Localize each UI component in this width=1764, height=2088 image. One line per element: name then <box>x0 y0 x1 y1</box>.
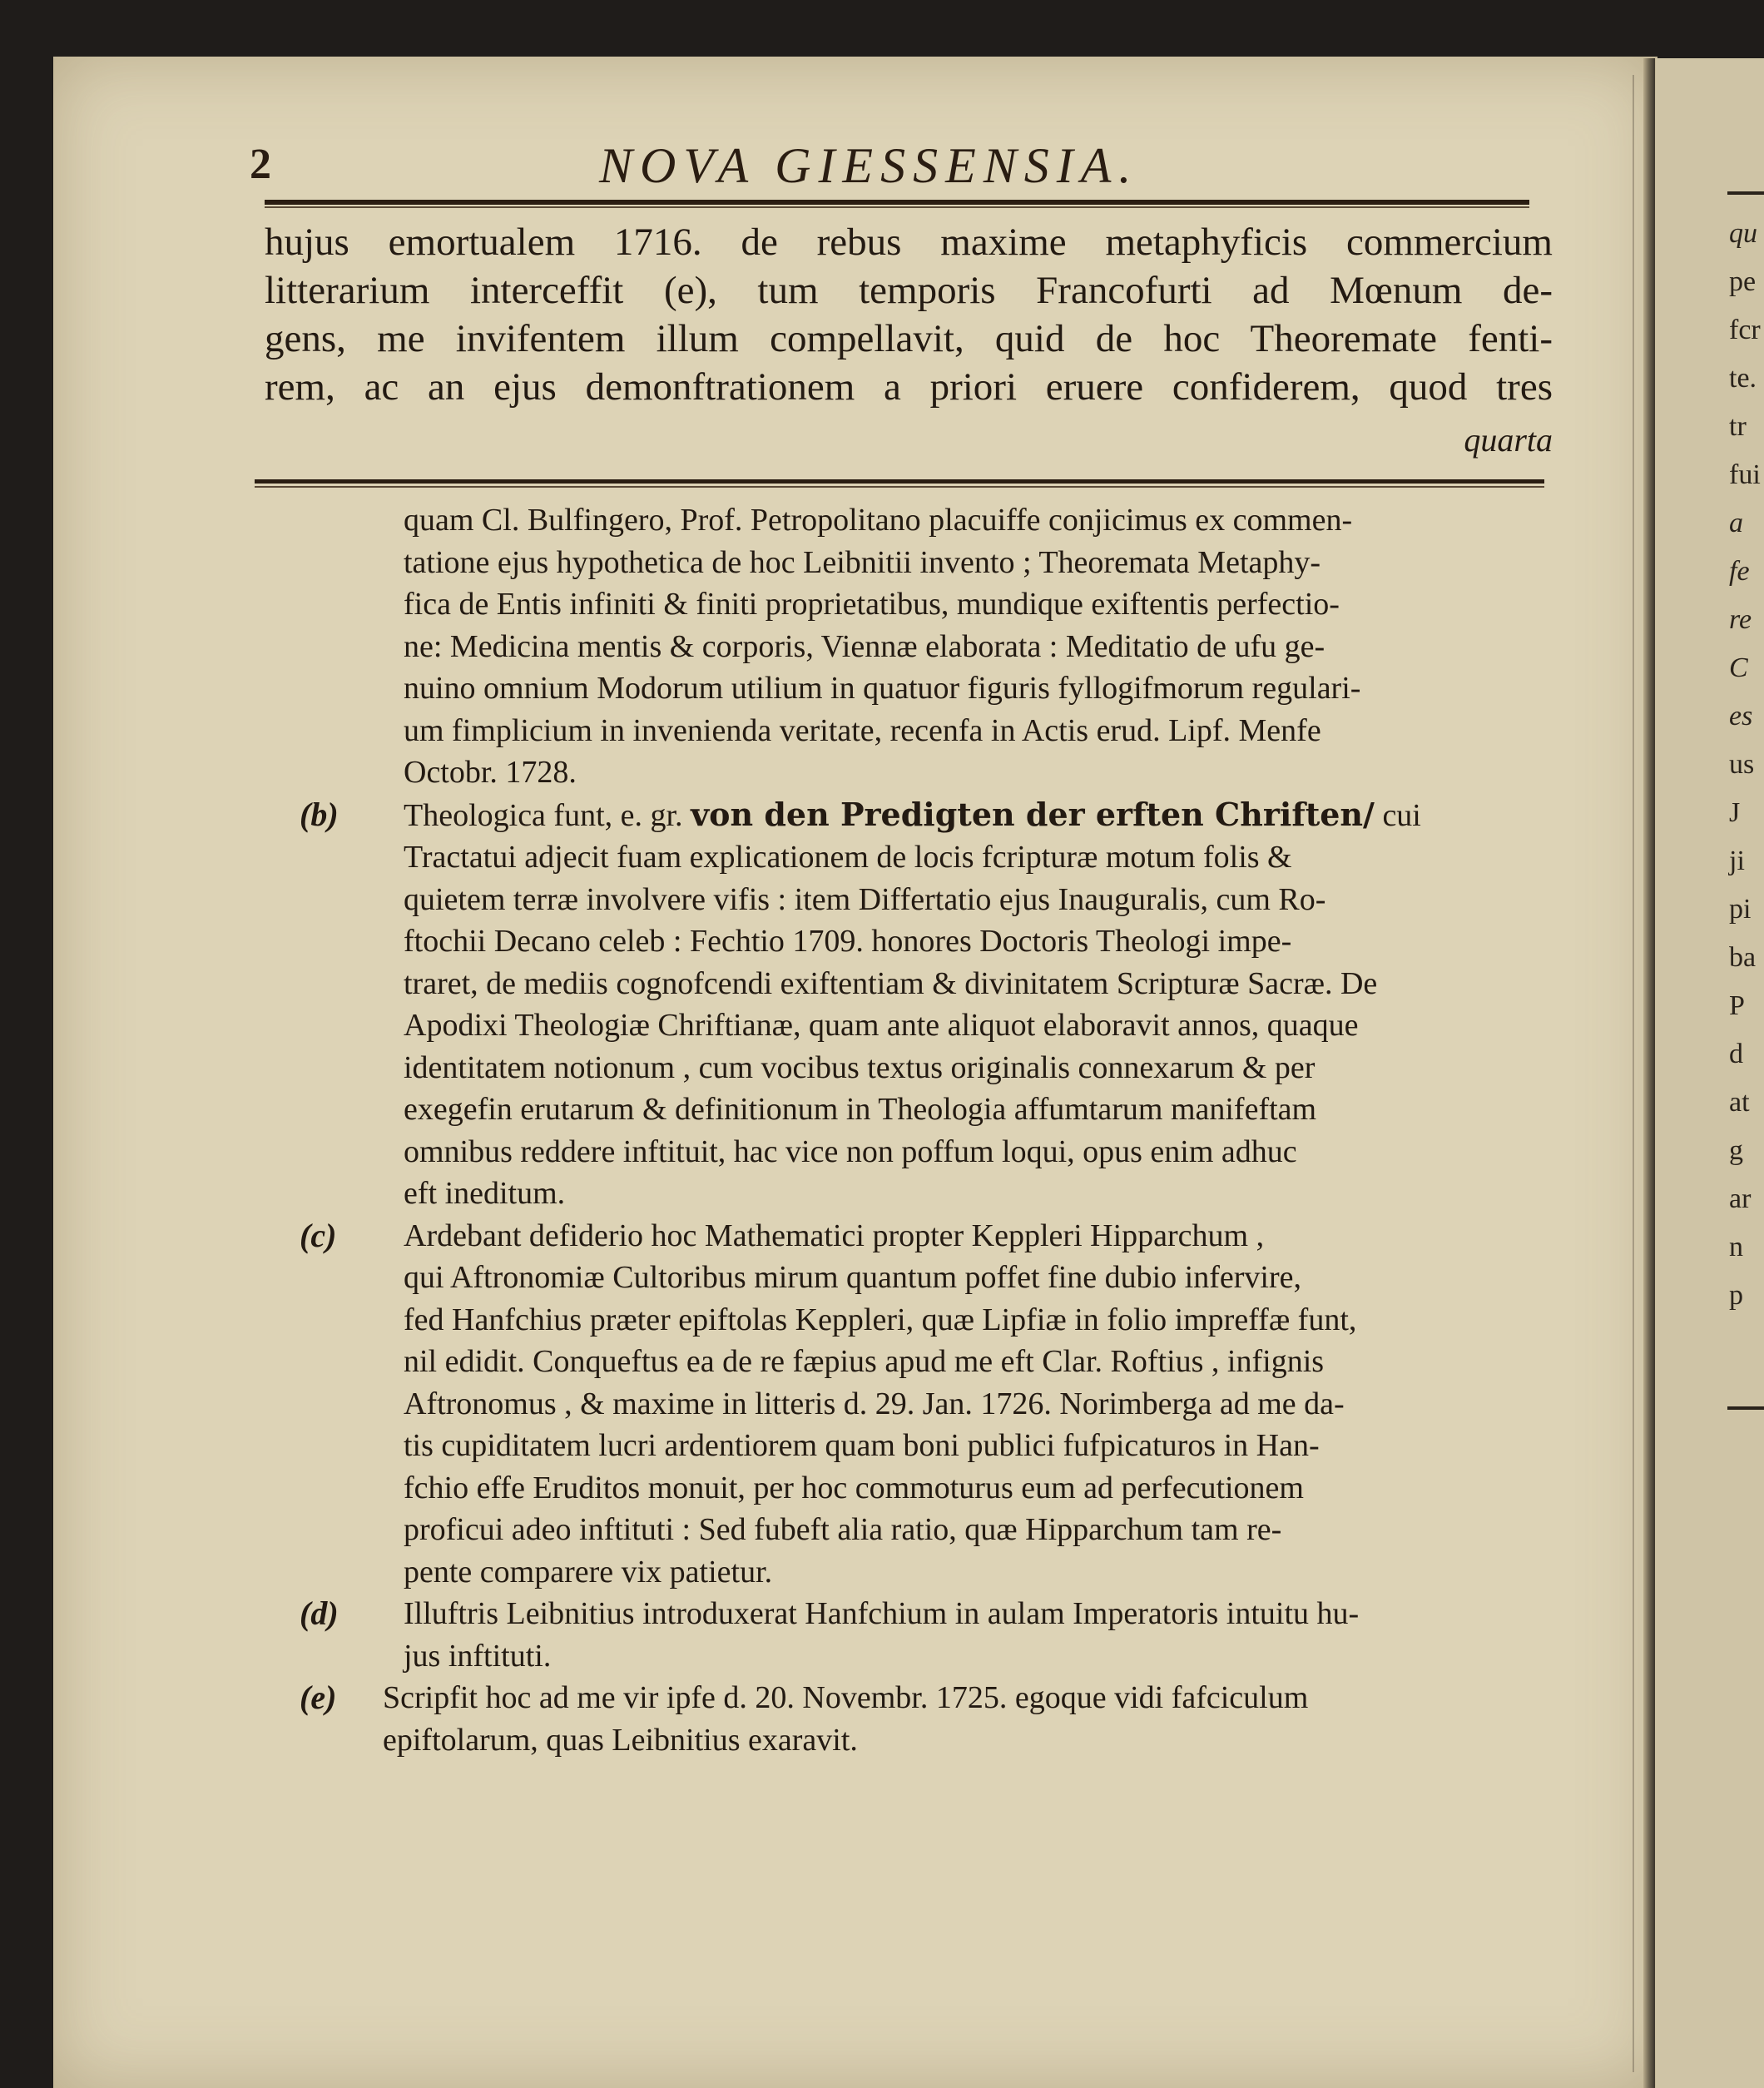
adjacent-rule <box>1727 1406 1764 1410</box>
running-head: NOVA GIESSENSIA. <box>599 138 1139 193</box>
footnote-b-lead: Theologica funt, e. gr. <box>404 797 683 833</box>
adjacent-fragment: fcr <box>1729 315 1761 345</box>
adjacent-rule <box>1727 191 1764 195</box>
adjacent-fragment: us <box>1729 749 1755 780</box>
book-gutter <box>1643 58 1655 2088</box>
adjacent-fragment: ar <box>1729 1183 1752 1214</box>
footnote-line: tis cupiditatem lucri ardentiorem quam boni publici fufpicaturos in Han- <box>404 1428 1320 1463</box>
footnote-line: fed Hanfchius præter epiftolas Keppleri, quæ Lipfiæ in folio impreffæ funt, <box>404 1302 1357 1337</box>
footnote-line: quam Cl. Bulfingero, Prof. Petropolitano placuiffe conjicimus ex commen- <box>404 503 1353 538</box>
adjacent-fragment: qu <box>1729 218 1757 249</box>
catchword: quarta <box>1464 421 1553 459</box>
footnote-line <box>404 794 1548 837</box>
footnote-line: nuino omnium Modorum utilium in quatuor figuris fyllogifmorum regulari- <box>404 671 1361 706</box>
text-line: litterarium interceffit (e), tum temporis Francofurti ad Mœnum de- <box>265 269 1553 312</box>
footnote-marker: (d) <box>300 1595 339 1632</box>
adjacent-fragment: J <box>1729 797 1741 828</box>
adjacent-fragment: fe <box>1729 556 1750 587</box>
adjacent-fragment: re <box>1729 604 1752 635</box>
footnote-e <box>300 1677 1548 1761</box>
footnote-line: jus inftituti. <box>404 1638 552 1674</box>
adjacent-fragment: g <box>1729 1135 1743 1166</box>
footnote-line: Apodixi Theologiæ Chriftianæ, quam ante aliquot elaboravit annos, quaque <box>404 1008 1359 1043</box>
footnote-line: Scripfit hoc ad me vir ipfe d. 20. Novembr. 1725. egoque vidi fafciculum <box>383 1680 1309 1715</box>
footnote-line: proficui adeo inftituti : Sed fubeft alia ratio, quæ Hipparchum tam re- <box>404 1512 1282 1547</box>
footnote-a-continuation <box>300 499 1548 794</box>
adjacent-fragment: ji <box>1729 846 1745 876</box>
footnote-line: identitatem notionum , cum vocibus textus originalis connexarum & per <box>404 1049 1316 1085</box>
adjacent-fragment: tr <box>1729 411 1747 442</box>
footnote-line: um fimplicium in invenienda veritate, recenfa in Actis erud. Lipf. Menfe <box>404 712 1321 748</box>
footnote-rule-thin <box>255 486 1544 488</box>
adjacent-fragment: pe <box>1729 266 1757 297</box>
page-number: 2 <box>250 141 271 188</box>
text-line: gens, me invifentem illum compellavit, quid de hoc Theoremate fenti- <box>265 317 1553 360</box>
footnote-line: omnibus reddere inftituit, hac vice non poffum loqui, opus enim adhuc <box>404 1133 1297 1169</box>
footnotes <box>300 499 1548 1761</box>
footnote-line: traret, de mediis cognofcendi exiftentiam & divinitatem Scripturæ Sacræ. De <box>404 965 1378 1001</box>
footnote-line: tatione ejus hypothetica de hoc Leibnitii invento ; Theoremata Metaphy- <box>404 544 1321 580</box>
main-text <box>265 218 1553 464</box>
footnote-b <box>300 794 1548 1215</box>
header-rule <box>265 200 1529 205</box>
adjacent-fragment: fui <box>1729 459 1761 490</box>
footnote-line: fchio effe Eruditos monuit, per hoc commoturus eum ad perfecutionem <box>404 1470 1304 1505</box>
adjacent-fragment: C <box>1729 652 1748 683</box>
adjacent-fragment: n <box>1729 1232 1743 1262</box>
footnote-line: eft ineditum. <box>404 1176 566 1211</box>
fraktur-title: von den Predigten der erften Chriften/ <box>691 795 1375 833</box>
footnote-marker: (c) <box>300 1216 337 1254</box>
adjacent-fragment: a <box>1729 508 1743 538</box>
footnote-line: ne: Medicina mentis & corporis, Viennæ elaborata : Meditatio de ufu ge- <box>404 628 1325 664</box>
footnote-b-cont: cui <box>1382 797 1421 833</box>
adjacent-fragment: P <box>1729 990 1745 1021</box>
footnote-line: epiftolarum, quas Leibnitius exaravit. <box>383 1722 858 1758</box>
footnote-line: pente comparere vix patietur. <box>404 1554 773 1590</box>
footnote-line: exegefin erutarum & definitionum in Theologia affumtarum manifeftam <box>404 1092 1317 1127</box>
footnote-line: qui Aftronomiæ Cultoribus mirum quantum poffet fine dubio infervire, <box>404 1260 1301 1295</box>
text-line: rem, ac an ejus demonftrationem a priori eruere confiderem, quod tres <box>265 365 1553 409</box>
adjacent-fragment: at <box>1729 1087 1750 1118</box>
footnote-marker: (b) <box>300 795 339 833</box>
footnote-marker: (e) <box>300 1679 337 1716</box>
adjacent-fragment: d <box>1729 1039 1743 1069</box>
footnote-line: ftochii Decano celeb : Fechtio 1709. honores Doctoris Theologi impe- <box>404 924 1292 959</box>
header-rule-thin <box>265 206 1529 208</box>
footnote-line: fica de Entis infiniti & finiti proprietatibus, mundique exiftentis perfectio- <box>404 587 1340 622</box>
footnote-line: Tractatui adjecit fuam explicationem de locis fcripturæ motum folis & <box>404 840 1292 875</box>
adjacent-fragment: te. <box>1729 363 1757 394</box>
text-line: hujus emortualem 1716. de rebus maxime metaphyficis commercium <box>265 221 1553 264</box>
page-fold <box>1633 75 1634 2072</box>
adjacent-fragment: p <box>1729 1280 1743 1311</box>
adjacent-page-edge <box>1656 58 1764 2088</box>
footnote-line: Aftronomus , & maxime in litteris d. 29. Jan. 1726. Norimberga ad me da- <box>404 1386 1345 1421</box>
footnote-line: Ardebant defiderio hoc Mathematici propter Keppleri Hipparchum , <box>404 1218 1265 1253</box>
footnote-d <box>300 1593 1548 1677</box>
footnote-rule <box>255 479 1544 484</box>
adjacent-fragment: ba <box>1729 942 1757 973</box>
footnote-line: quietem terræ involvere vifis : item Differtatio ejus Inauguralis, cum Ro- <box>404 881 1326 917</box>
footnote-line: nil edidit. Conqueftus ea de re fæpius apud me eft Clar. Roftius , infignis <box>404 1344 1325 1379</box>
adjacent-fragment: es <box>1729 701 1753 732</box>
footnote-line: Octobr. 1728. <box>404 755 577 790</box>
footnote-line: Illuftris Leibnitius introduxerat Hanfchium in aulam Imperatoris intuitu hu- <box>404 1596 1360 1631</box>
footnote-c <box>300 1215 1548 1594</box>
adjacent-fragment: pi <box>1729 894 1752 925</box>
